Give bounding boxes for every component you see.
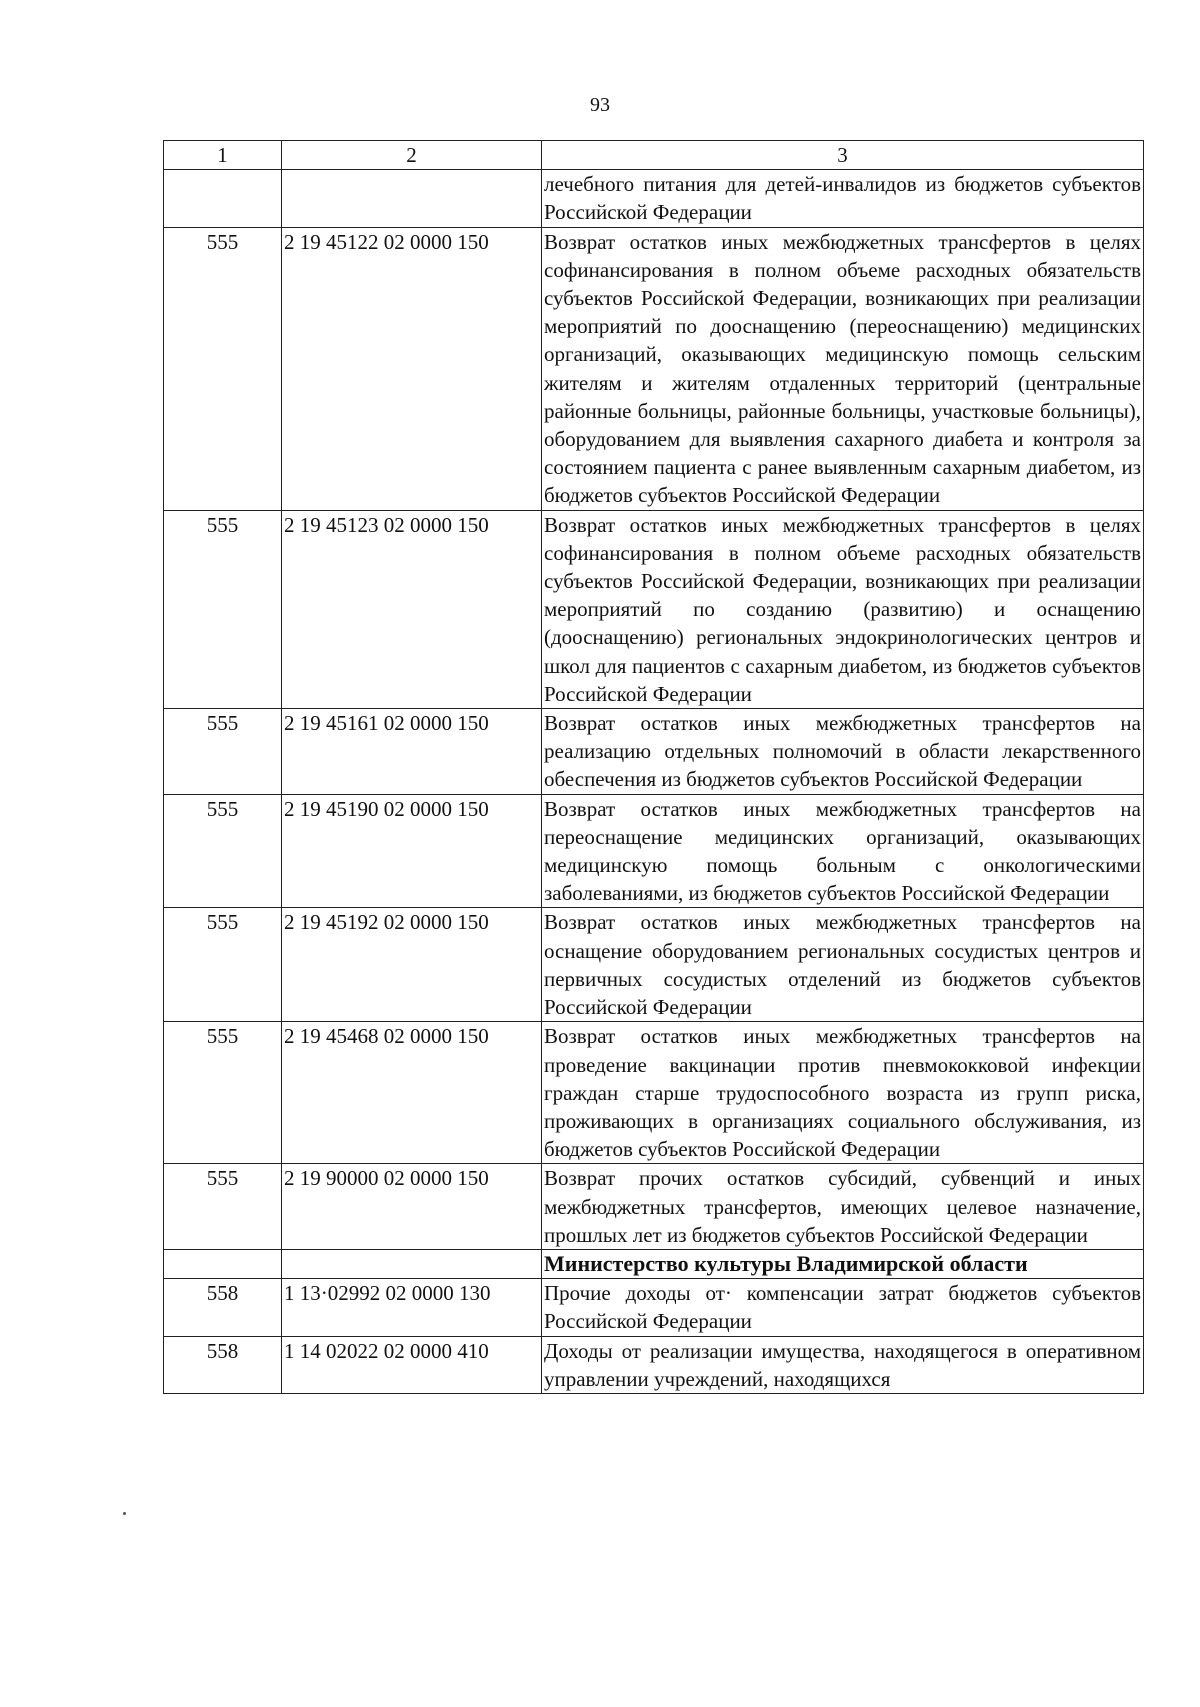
column-header-1: 1 bbox=[164, 141, 282, 170]
budget-code-cell: 2 19 45161 02 0000 150 bbox=[282, 709, 542, 795]
admin-code-cell: 558 bbox=[164, 1279, 282, 1336]
table-row bbox=[164, 709, 1144, 795]
admin-code-cell: 555 bbox=[164, 709, 282, 795]
table-row bbox=[164, 1336, 1144, 1393]
budget-code-cell bbox=[282, 170, 542, 227]
table-row bbox=[164, 510, 1144, 708]
table-row bbox=[164, 794, 1144, 908]
ministry-heading: Министерство культуры Владимирской области bbox=[542, 1249, 1144, 1278]
admin-code-cell: 555 bbox=[164, 794, 282, 908]
description-cell: Возврат остатков иных межбюджетных трансфертов в целях софинансирования в полном объеме расходных обязательств субъектов Российской Федерации, возникающих при реализации мероприятий по созданию (развитию) и оснащению (дооснащению) региональных эндокринологических центров и школ для пациентов с сахарным диабетом, из бюджетов субъектов Российской Федерации bbox=[542, 510, 1144, 708]
admin-code-cell: 555 bbox=[164, 510, 282, 708]
budget-code-cell: 1 14 02022 02 0000 410 bbox=[282, 1336, 542, 1393]
table-row bbox=[164, 1164, 1144, 1250]
budget-code-cell: 2 19 45192 02 0000 150 bbox=[282, 908, 542, 1022]
budget-code-cell: 2 19 90000 02 0000 150 bbox=[282, 1164, 542, 1250]
budget-code-cell: 2 19 45190 02 0000 150 bbox=[282, 794, 542, 908]
column-header-3: 3 bbox=[542, 141, 1144, 170]
admin-code-cell: 558 bbox=[164, 1336, 282, 1393]
description-cell: Возврат прочих остатков субсидий, субвенций и иных межбюджетных трансфертов, имеющих целевое назначение, прошлых лет из бюджетов субъектов Российской Федерации bbox=[542, 1164, 1144, 1250]
table-header-row bbox=[164, 141, 1144, 170]
budget-code-cell: 2 19 45122 02 0000 150 bbox=[282, 227, 542, 510]
admin-code-cell: 555 bbox=[164, 1022, 282, 1164]
description-cell: Доходы от реализации имущества, находящегося в оперативном управлении учреждений, находящихся bbox=[542, 1336, 1144, 1393]
description-cell: Возврат остатков иных межбюджетных трансфертов на переоснащение медицинских организаций, оказывающих медицинскую помощь больным с онкологическими заболеваниями, из бюджетов субъектов Российской Федерации bbox=[542, 794, 1144, 908]
table-row bbox=[164, 170, 1144, 227]
description-cell: Возврат остатков иных межбюджетных трансфертов на оснащение оборудованием региональных сосудистых центров и первичных сосудистых отделений из бюджетов субъектов Российской Федерации bbox=[542, 908, 1144, 1022]
table-row bbox=[164, 1279, 1144, 1336]
scan-speck bbox=[123, 1512, 126, 1515]
revenue-code-table bbox=[163, 140, 1144, 1394]
description-cell: Возврат остатков иных межбюджетных трансфертов в целях софинансирования в полном объеме расходных обязательств субъектов Российской Федерации, возникающих при реализации мероприятий по дооснащению (переоснащению) медицинских организаций, оказывающих медицинскую помощь сельским жителям и жителям отдаленных территорий (центральные районные больницы, районные больницы, участковые больницы), оборудованием для выявления сахарного диабета и контроля за состоянием пациента с ранее выявленным сахарным диабетом, из бюджетов субъектов Российской Федерации bbox=[542, 227, 1144, 510]
admin-code-cell: 555 bbox=[164, 227, 282, 510]
budget-code-cell bbox=[282, 1249, 542, 1278]
budget-code-cell: 2 19 45123 02 0000 150 bbox=[282, 510, 542, 708]
page-number: 93 bbox=[590, 94, 610, 116]
table-row bbox=[164, 227, 1144, 510]
description-cell: Прочие доходы от· компенсации затрат бюджетов субъектов Российской Федерации bbox=[542, 1279, 1144, 1336]
section-heading-row bbox=[164, 1249, 1144, 1278]
table-row bbox=[164, 908, 1144, 1022]
description-cell: Возврат остатков иных межбюджетных трансфертов на реализацию отдельных полномочий в области лекарственного обеспечения из бюджетов субъектов Российской Федерации bbox=[542, 709, 1144, 795]
description-cell: Возврат остатков иных межбюджетных трансфертов на проведение вакцинации против пневмококковой инфекции граждан старше трудоспособного возраста из групп риска, проживающих в организациях социального обслуживания, из бюджетов субъектов Российской Федерации bbox=[542, 1022, 1144, 1164]
admin-code-cell bbox=[164, 1249, 282, 1278]
budget-code-cell: 2 19 45468 02 0000 150 bbox=[282, 1022, 542, 1164]
column-header-2: 2 bbox=[282, 141, 542, 170]
admin-code-cell: 555 bbox=[164, 908, 282, 1022]
admin-code-cell: 555 bbox=[164, 1164, 282, 1250]
description-cell: лечебного питания для детей-инвалидов из бюджетов субъектов Российской Федерации bbox=[542, 170, 1144, 227]
admin-code-cell bbox=[164, 170, 282, 227]
budget-code-cell: 1 13·02992 02 0000 130 bbox=[282, 1279, 542, 1336]
table-row bbox=[164, 1022, 1144, 1164]
